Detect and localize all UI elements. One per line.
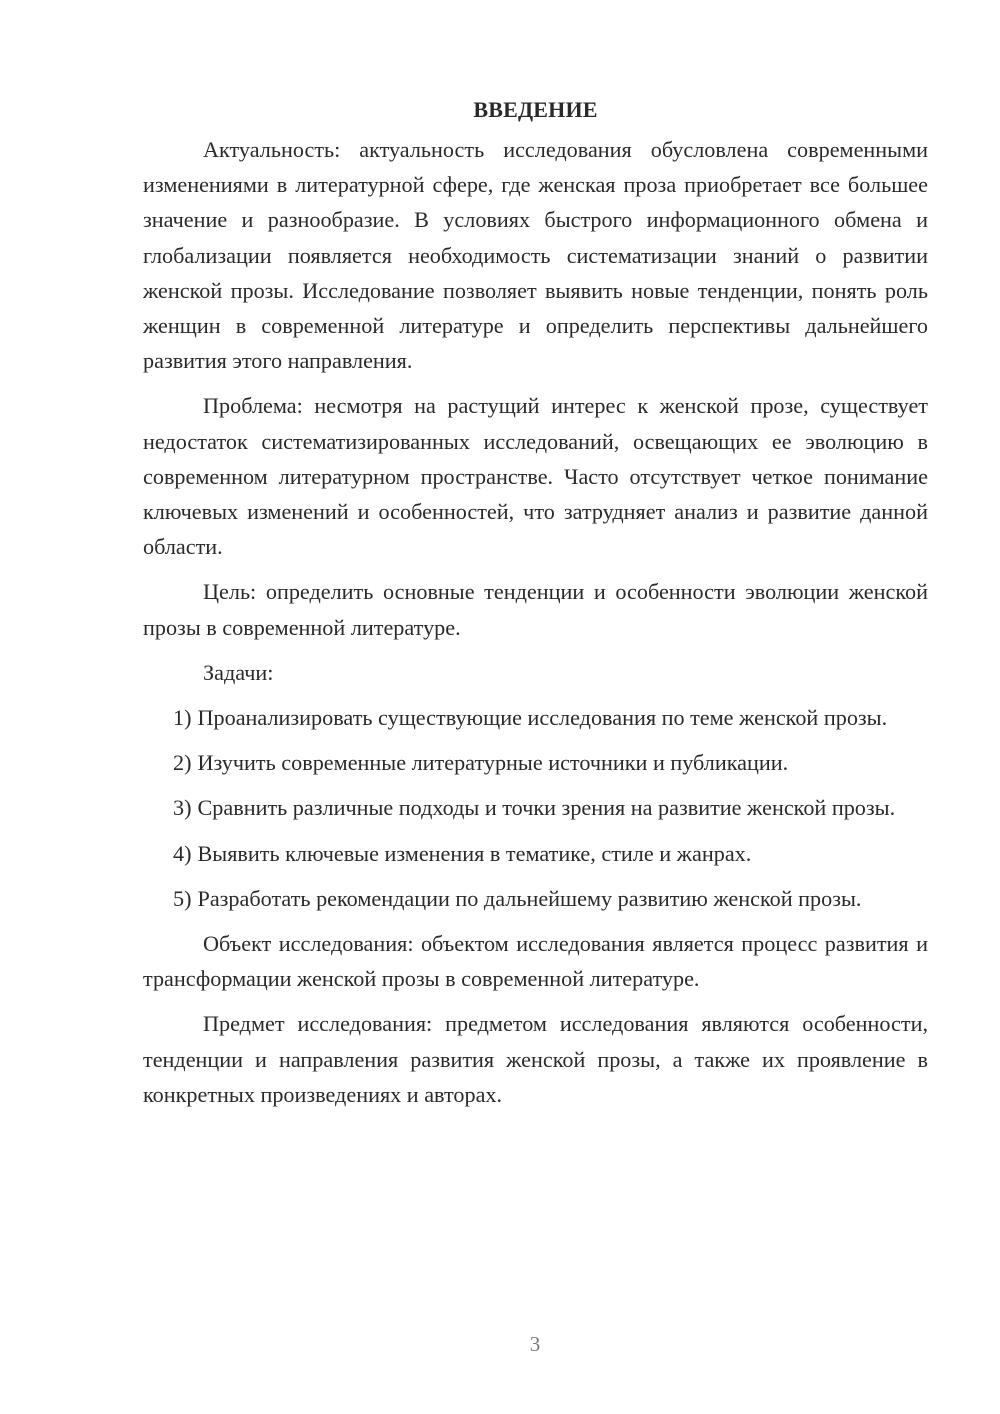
paragraph-object: Объект исследования: объектом исследования является процесс развития и трансформации женской прозы в современной литературе. [143, 931, 928, 992]
task-number: 5) [173, 885, 192, 911]
task-item [143, 836, 928, 871]
task-text: Изучить современные литературные источники и публикации. [197, 750, 789, 776]
paragraph-goal: Цель: определить основные тенденции и особенности эволюции женской прозы в современной литературе. [143, 579, 928, 640]
task-text: Разработать рекомендации по дальнейшему развитию женской прозы. [197, 885, 862, 911]
task-number: 1) [173, 705, 192, 731]
task-number: 3) [173, 795, 192, 821]
section-heading: ВВЕДЕНИЕ [473, 97, 598, 122]
task-item [143, 700, 928, 735]
paragraph-relevance: Актуальность: актуальность исследования обусловлена современными изменениями в литературной сфере, где женская проза приобретает все большее значение и разнообразие. В условиях быстрого информационного обмена и глобализации появляется необходимость систематизации знаний о развитии женской прозы. Исследование позволяет выявить новые тенденции, понять роль женщин в современной литературе и определить перспективы дальнейшего развития этого направления. [143, 137, 928, 374]
paragraph-problem: Проблема: несмотря на растущий интерес к женской прозе, существует недостаток систематизированных исследований, освещающих ее эволюцию в современном литературном пространстве. Часто отсутствует четкое понимание ключевых изменений и особенностей, что затрудняет анализ и развитие данной области. [143, 393, 928, 560]
page-content [143, 92, 928, 1122]
task-text: Выявить ключевые изменения в тематике, стиле и жанрах. [197, 840, 752, 866]
task-item [143, 790, 928, 825]
task-item [143, 745, 928, 780]
task-text: Проанализировать существующие исследования по теме женской прозы. [197, 705, 888, 731]
task-text: Сравнить различные подходы и точки зрения на развитие женской прозы. [197, 795, 896, 821]
paragraph-subject: Предмет исследования: предметом исследования являются особенности, тенденции и направления развития женской прозы, а также их проявление в конкретных произведениях и авторах. [143, 1011, 928, 1107]
task-item [143, 881, 928, 916]
task-number: 2) [173, 750, 192, 776]
task-number: 4) [173, 840, 192, 866]
paragraph-tasks-label: Задачи: [203, 659, 274, 685]
page-number: 3 [529, 1332, 541, 1356]
